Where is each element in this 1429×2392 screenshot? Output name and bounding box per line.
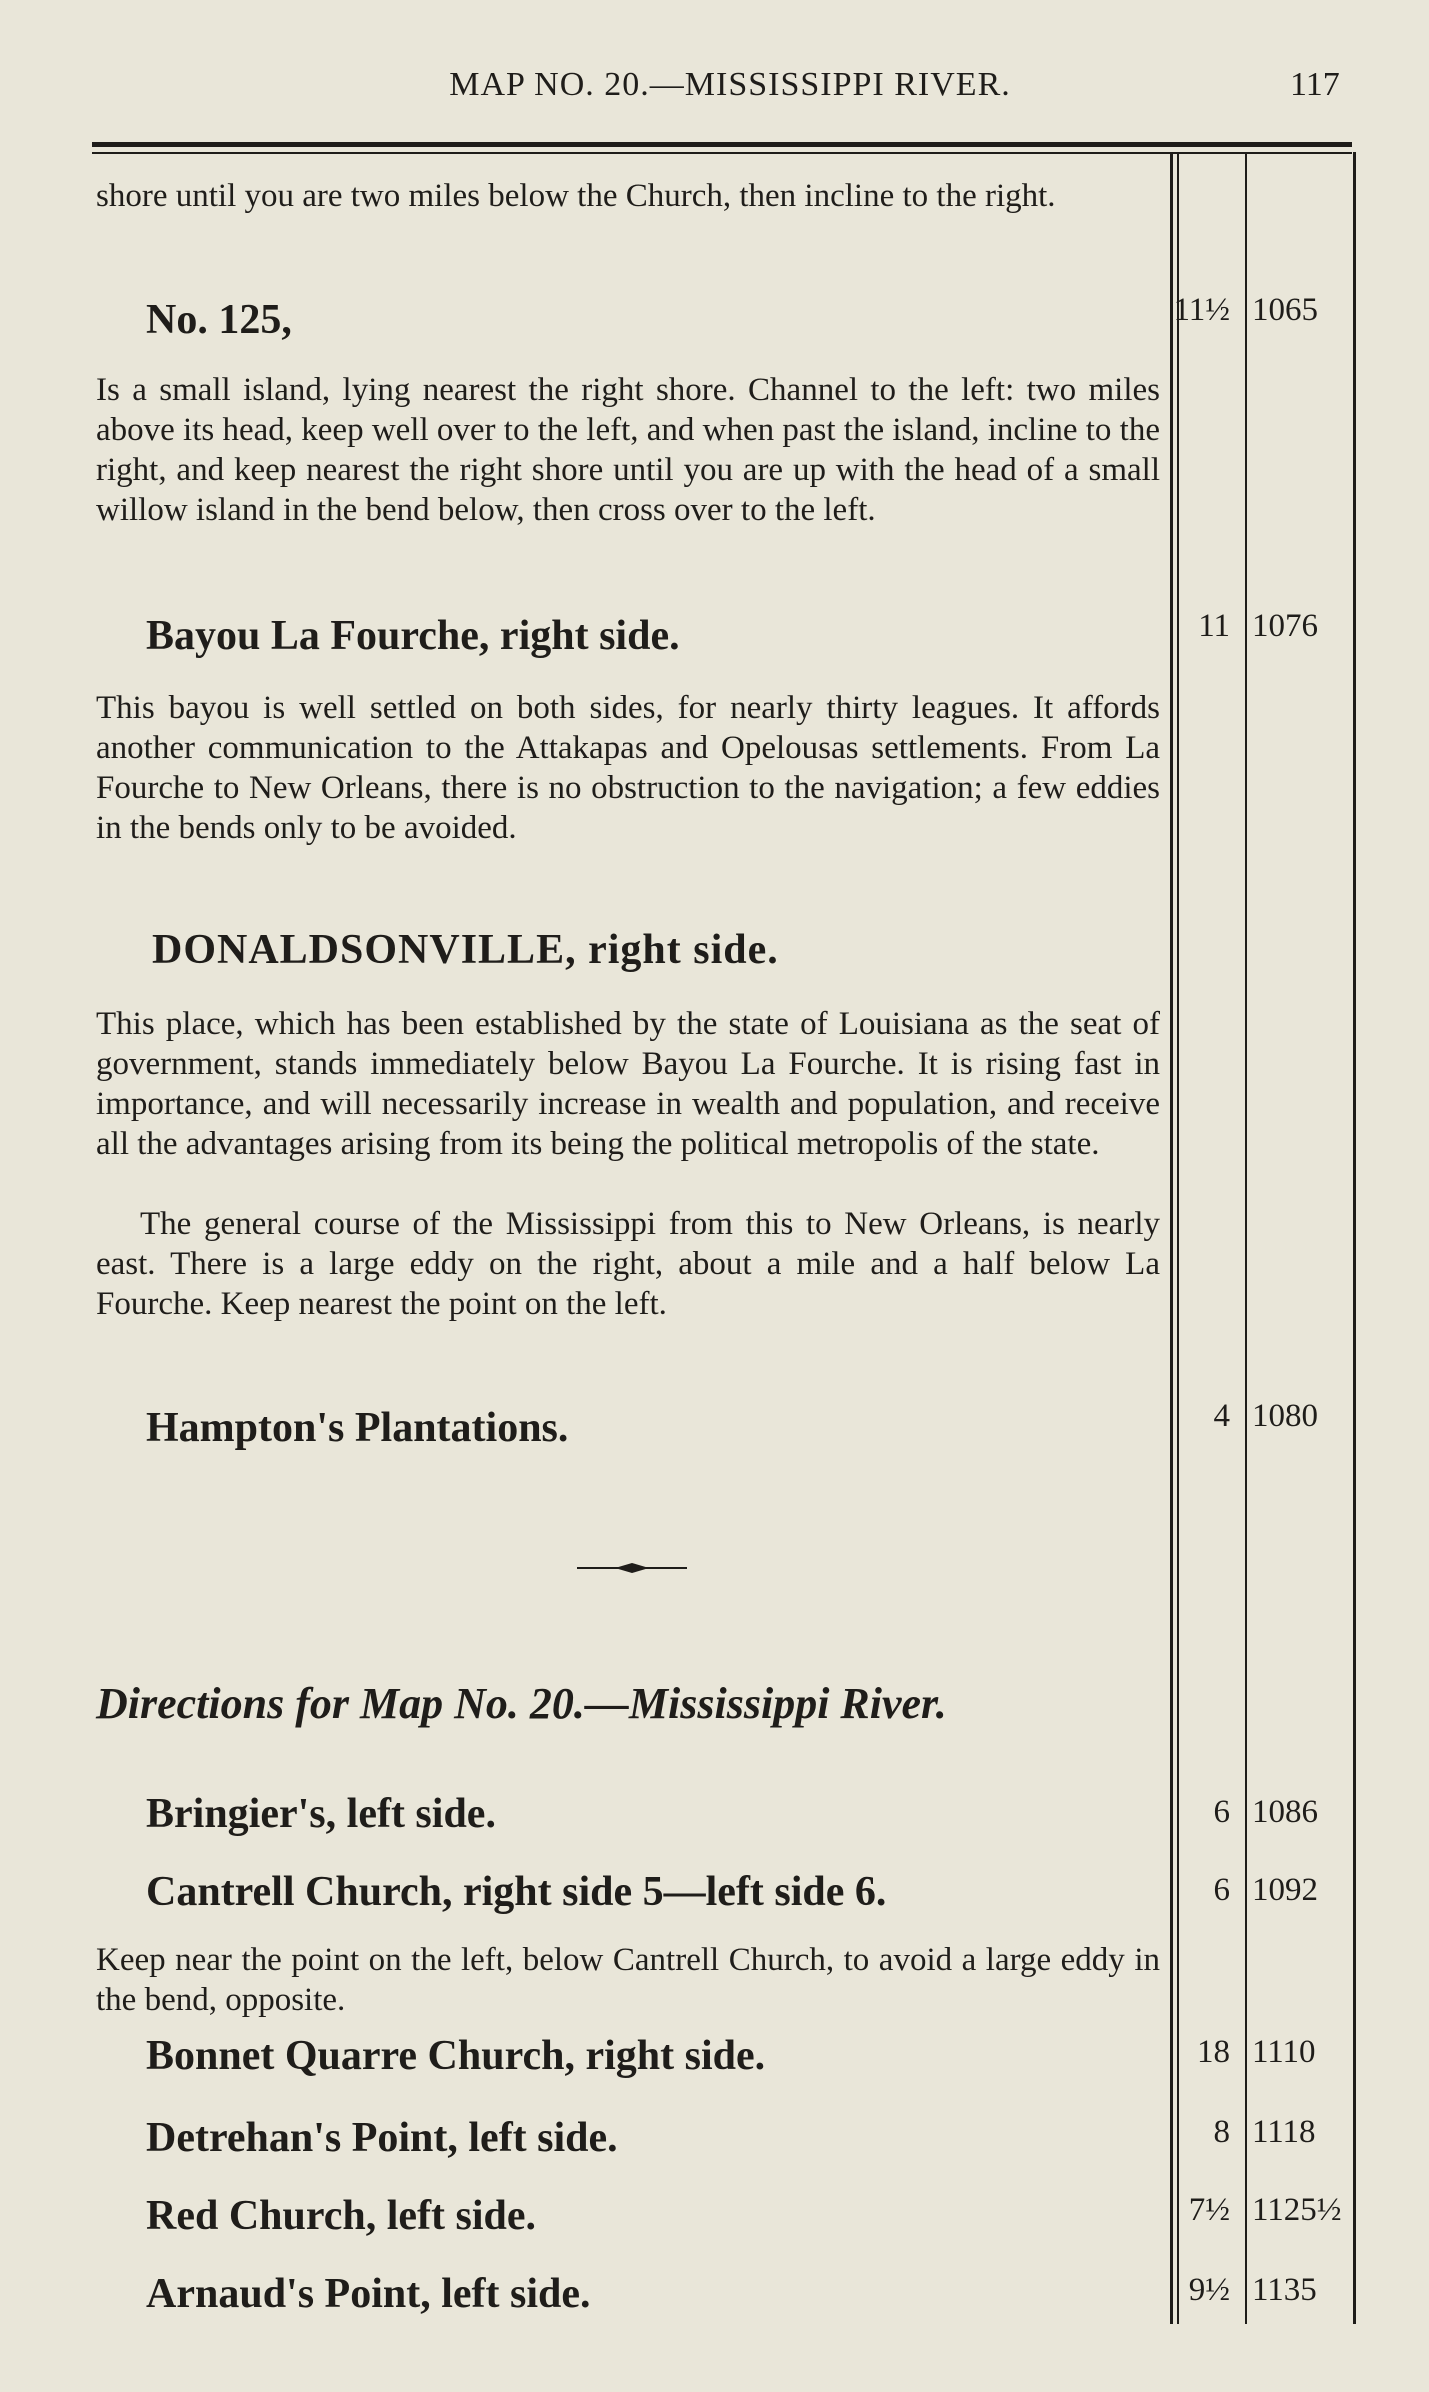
section-ornament xyxy=(577,1560,687,1576)
entry-heading-bayou-la-fourche: Bayou La Fourche, right side. xyxy=(146,613,680,659)
entry-heading-arnauds-point: Arnaud's Point, left side. xyxy=(146,2271,591,2317)
donaldsonville-paragraph-1: This place, which has been established by the state of Louisiana as the seat of government, stands immediately below Bayou La Fourche. It is rising fast in importance, and will necessarily increase in wealth and population, and receive all the advantages arising from its being the political metropolis of the state. xyxy=(96,1006,1160,1162)
entry-heading-bonnet-quarre-church: Bonnet Quarre Church, right side. xyxy=(146,2033,766,2079)
column-divider xyxy=(1170,152,1173,2324)
no125-paragraph: Is a small island, lying nearest the right shore. Channel to the left: two miles above its head, keep well over to the left, and when past the island, incline to the right, and keep nearest the right shore until you are up with the head of a small willow island in the bend below, then cross over to the left. xyxy=(96,372,1160,528)
entry-total: 1110 xyxy=(1252,2034,1316,2070)
continuation-paragraph: shore until you are two miles below the Church, then incline to the right. xyxy=(96,178,1056,214)
entry-heading-bringiers: Bringier's, left side. xyxy=(146,1791,496,1837)
entry-distance: 9½ xyxy=(1188,2272,1230,2308)
entry-total: 1092 xyxy=(1252,1872,1318,1908)
entry-heading-red-church: Red Church, left side. xyxy=(146,2193,537,2239)
header-rule-thin xyxy=(92,152,1352,154)
entry-total: 1065 xyxy=(1252,292,1318,328)
entry-distance: 8 xyxy=(1213,2114,1230,2150)
entry-heading-detrehans-point: Detrehan's Point, left side. xyxy=(146,2115,618,2161)
entry-total: 1135 xyxy=(1252,2272,1317,2308)
page-number: 117 xyxy=(1290,66,1340,103)
entry-total: 1076 xyxy=(1252,608,1318,644)
entry-distance: 6 xyxy=(1213,1794,1230,1830)
entry-distance: 11½ xyxy=(1173,292,1230,328)
entry-distance: 4 xyxy=(1213,1398,1230,1434)
entry-total: 1086 xyxy=(1252,1794,1318,1830)
header-rule-thick xyxy=(92,142,1352,147)
cantrell-paragraph: Keep near the point on the left, below Cantrell Church, to avoid a large eddy in the bend, opposite. xyxy=(96,1942,1160,2018)
running-title: MAP NO. 20.—MISSISSIPPI RIVER. xyxy=(449,66,1011,103)
entry-total: 1118 xyxy=(1252,2114,1316,2150)
entry-total: 1080 xyxy=(1252,1398,1318,1434)
entry-heading-cantrell-church: Cantrell Church, right side 5—left side 6. xyxy=(146,1869,887,1915)
donaldsonville-paragraph-2: The general course of the Mississippi from this to New Orleans, is nearly east. There is a large eddy on the right, about a mile and a half below La Fourche. Keep nearest the point on the left. xyxy=(96,1206,1160,1322)
entry-total: 1125½ xyxy=(1252,2192,1342,2228)
entry-heading-hamptons-plantations: Hampton's Plantations. xyxy=(146,1405,569,1451)
column-divider xyxy=(1245,152,1247,2324)
entry-distance: 6 xyxy=(1213,1872,1230,1908)
column-divider xyxy=(1177,152,1179,2324)
lafourche-paragraph: This bayou is well settled on both sides, for nearly thirty leagues. It affords another communication to the Attakapas and Opelousas settlements. From La Fourche to New Orleans, there is no obstruction to the navigation; a few eddies in the bends only to be avoided. xyxy=(96,690,1160,846)
column-divider xyxy=(1353,152,1356,2324)
entry-heading-donaldsonville: DONALDSONVILLE, right side. xyxy=(152,927,779,973)
entry-heading-no-125: No. 125, xyxy=(146,297,292,343)
entry-distance: 11 xyxy=(1198,608,1230,644)
directions-title: Directions for Map No. 20.—Mississippi River. xyxy=(96,1679,947,1728)
entry-distance: 7½ xyxy=(1188,2192,1230,2228)
entry-distance: 18 xyxy=(1197,2034,1230,2070)
